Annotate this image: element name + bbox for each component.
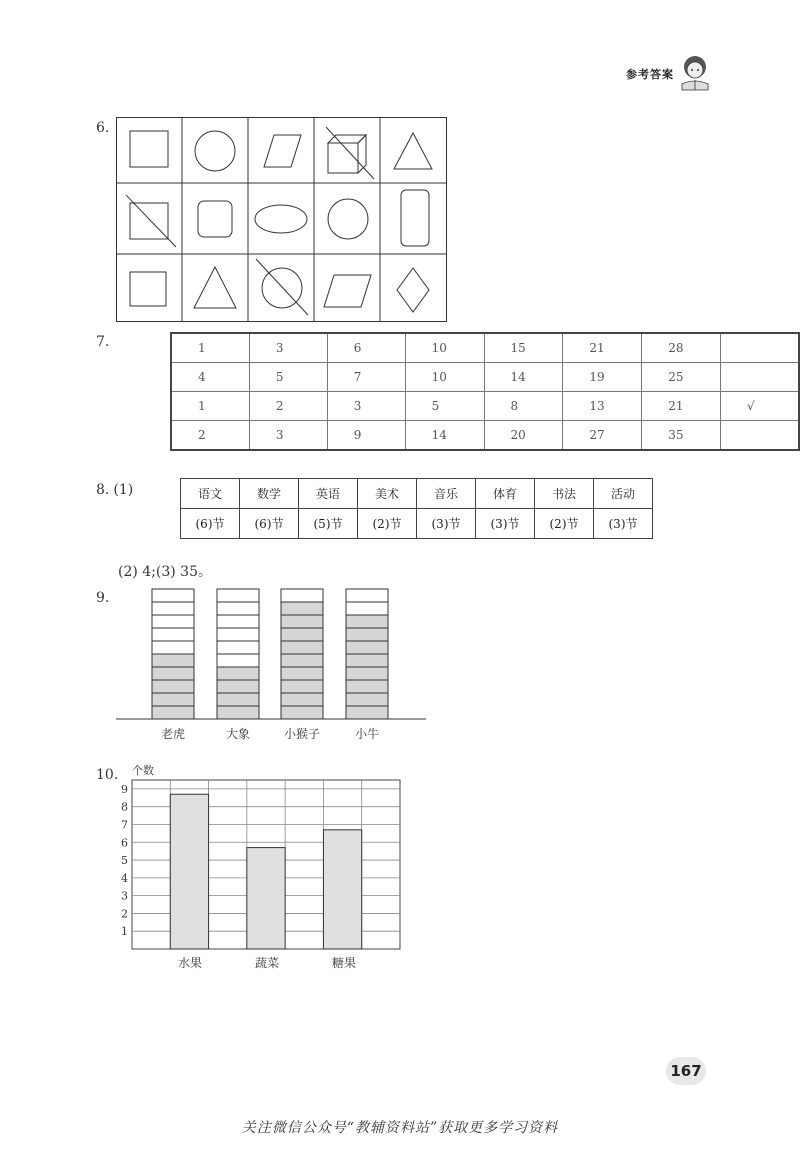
q10-ytick-label: 1 xyxy=(121,925,128,939)
page-number: 167 xyxy=(666,1057,706,1085)
table-cell: 10 xyxy=(405,333,484,363)
q7-number-table xyxy=(170,332,800,451)
q9-filled-cell xyxy=(217,680,259,693)
q9-filled-cell xyxy=(346,654,388,667)
parallelogram-shape xyxy=(264,135,301,167)
table-row xyxy=(171,421,799,451)
period-row xyxy=(181,509,653,539)
triangle-shape-2 xyxy=(194,267,236,308)
triangle-shape xyxy=(394,133,432,169)
crossed-square-shape xyxy=(126,195,176,247)
ellipse-shape xyxy=(255,205,307,233)
q9-empty-cell xyxy=(152,615,194,628)
q9-column xyxy=(281,589,323,719)
q9-filled-cell xyxy=(346,615,388,628)
q9-empty-cell xyxy=(152,641,194,654)
table-cell: 3 xyxy=(327,392,405,421)
table-row xyxy=(171,333,799,363)
square-shape-2 xyxy=(130,272,166,306)
crossed-circle-shape xyxy=(256,259,308,315)
q8-part2-answer: (2) 4;(3) 35。 xyxy=(118,564,213,580)
q9-filled-cell xyxy=(281,654,323,667)
q10-bar-chart xyxy=(110,760,410,975)
table-cell: 15 xyxy=(484,333,563,363)
q8-part1-label: (1) xyxy=(113,482,134,498)
subject-cell: 书法 xyxy=(535,479,594,509)
q10-ytick-label: 6 xyxy=(121,836,128,850)
table-cell xyxy=(721,421,799,451)
table-cell: 6 xyxy=(327,333,405,363)
table-cell: 21 xyxy=(642,392,721,421)
q9-filled-cell xyxy=(281,706,323,719)
q9-filled-cell xyxy=(346,641,388,654)
table-cell: 1 xyxy=(171,392,249,421)
table-row xyxy=(171,392,799,421)
period-cell: (3)节 xyxy=(417,509,476,539)
cube-shape xyxy=(326,127,374,179)
q10-ytick-label: 9 xyxy=(121,782,128,796)
parallelogram-shape-2 xyxy=(324,275,371,307)
q10-ylabel: 个数 xyxy=(132,764,154,777)
q9-column xyxy=(152,589,194,719)
q9-filled-cell xyxy=(217,706,259,719)
q9-empty-cell xyxy=(346,589,388,602)
q9-empty-cell xyxy=(217,654,259,667)
q9-filled-cell xyxy=(281,628,323,641)
q9-category-label: 大象 xyxy=(225,727,251,741)
table-cell: 5 xyxy=(405,392,484,421)
period-cell: (5)节 xyxy=(299,509,358,539)
table-cell: 25 xyxy=(642,363,721,392)
q9-filled-cell xyxy=(152,654,194,667)
subject-cell: 美术 xyxy=(358,479,417,509)
q10-ytick-label: 2 xyxy=(121,907,128,921)
q9-column xyxy=(346,589,388,719)
q10-category-label: 蔬菜 xyxy=(254,956,280,970)
q9-filled-cell xyxy=(152,680,194,693)
q9-filled-cell xyxy=(281,641,323,654)
q9-filled-cell xyxy=(346,693,388,706)
checkmark-cell: √ xyxy=(721,392,799,421)
circle-shape xyxy=(195,131,235,171)
period-cell: (6)节 xyxy=(181,509,240,539)
q9-filled-cell xyxy=(346,628,388,641)
q9-stacked-cell-chart xyxy=(110,585,430,745)
q10-bar xyxy=(247,848,285,949)
table-row xyxy=(171,363,799,392)
table-cell: 27 xyxy=(563,421,642,451)
q9-filled-cell xyxy=(281,667,323,680)
q9-filled-cell xyxy=(346,667,388,680)
subject-cell: 英语 xyxy=(299,479,358,509)
q6-number: 6. xyxy=(96,120,110,136)
q9-category-label: 小猴子 xyxy=(283,727,321,741)
subject-cell: 体育 xyxy=(476,479,535,509)
q9-filled-cell xyxy=(152,693,194,706)
q9-filled-cell xyxy=(281,680,323,693)
rounded-rectangle-shape xyxy=(401,190,429,246)
girl-reading-icon xyxy=(678,52,712,92)
period-cell: (6)节 xyxy=(240,509,299,539)
table-cell: 10 xyxy=(405,363,484,392)
q9-filled-cell xyxy=(281,602,323,615)
q9-filled-cell xyxy=(346,680,388,693)
table-cell: 21 xyxy=(563,333,642,363)
period-cell: (2)节 xyxy=(358,509,417,539)
q9-filled-cell xyxy=(217,667,259,680)
table-cell: 3 xyxy=(249,421,327,451)
q9-category-label: 老虎 xyxy=(160,727,186,741)
q9-filled-cell xyxy=(281,693,323,706)
square-shape xyxy=(130,131,168,167)
q6-shape-grid xyxy=(116,117,448,323)
q9-empty-cell xyxy=(152,628,194,641)
table-cell: 9 xyxy=(327,421,405,451)
q9-empty-cell xyxy=(281,589,323,602)
table-cell: 14 xyxy=(405,421,484,451)
q9-column xyxy=(217,589,259,719)
q9-filled-cell xyxy=(217,693,259,706)
q10-ytick-label: 8 xyxy=(121,800,128,814)
rhombus-shape xyxy=(397,268,429,312)
q9-empty-cell xyxy=(217,615,259,628)
subject-cell: 音乐 xyxy=(417,479,476,509)
subject-row xyxy=(181,479,653,509)
q9-filled-cell xyxy=(152,667,194,680)
q10-number: 10. xyxy=(96,767,119,783)
q9-empty-cell xyxy=(217,641,259,654)
q10-ytick-label: 7 xyxy=(121,818,128,832)
table-cell xyxy=(721,333,799,363)
q9-category-label: 小牛 xyxy=(354,727,380,741)
header-label: 参考答案 xyxy=(626,68,674,81)
subject-cell: 数学 xyxy=(240,479,299,509)
table-cell: 20 xyxy=(484,421,563,451)
q8-schedule-table xyxy=(180,478,653,539)
q10-ytick-label: 5 xyxy=(121,854,128,868)
q9-empty-cell xyxy=(346,602,388,615)
table-cell: 1 xyxy=(171,333,249,363)
table-cell: 5 xyxy=(249,363,327,392)
table-cell: 2 xyxy=(171,421,249,451)
period-cell: (2)节 xyxy=(535,509,594,539)
q10-bar xyxy=(170,794,208,949)
table-cell: 2 xyxy=(249,392,327,421)
q10-ytick-label: 4 xyxy=(121,871,128,885)
subject-cell: 活动 xyxy=(594,479,653,509)
q9-empty-cell xyxy=(152,589,194,602)
table-cell: 35 xyxy=(642,421,721,451)
circle-shape-2 xyxy=(328,199,368,239)
table-cell: 3 xyxy=(249,333,327,363)
q8-number xyxy=(96,482,133,498)
q10-bar xyxy=(323,830,361,949)
q7-number: 7. xyxy=(96,334,110,350)
table-cell xyxy=(721,363,799,392)
q9-filled-cell xyxy=(346,706,388,719)
period-cell: (3)节 xyxy=(476,509,535,539)
table-cell: 14 xyxy=(484,363,563,392)
q9-filled-cell xyxy=(281,615,323,628)
q10-category-label: 水果 xyxy=(177,956,203,970)
footer-text: 关注微信公众号“教辅资料站”获取更多学习资料 xyxy=(241,1120,559,1136)
q9-empty-cell xyxy=(152,602,194,615)
table-cell: 7 xyxy=(327,363,405,392)
q9-filled-cell xyxy=(152,706,194,719)
subject-cell: 语文 xyxy=(181,479,240,509)
table-cell: 8 xyxy=(484,392,563,421)
q9-empty-cell xyxy=(217,628,259,641)
table-cell: 28 xyxy=(642,333,721,363)
table-cell: 19 xyxy=(563,363,642,392)
period-cell: (3)节 xyxy=(594,509,653,539)
q9-empty-cell xyxy=(217,602,259,615)
rounded-square-shape xyxy=(198,201,232,237)
table-cell: 4 xyxy=(171,363,249,392)
q9-number: 9. xyxy=(96,590,110,606)
q9-empty-cell xyxy=(217,589,259,602)
q8-number-label: 8. xyxy=(96,482,110,498)
table-cell: 13 xyxy=(563,392,642,421)
q10-category-label: 糖果 xyxy=(331,956,357,970)
q10-ytick-label: 3 xyxy=(121,889,128,903)
